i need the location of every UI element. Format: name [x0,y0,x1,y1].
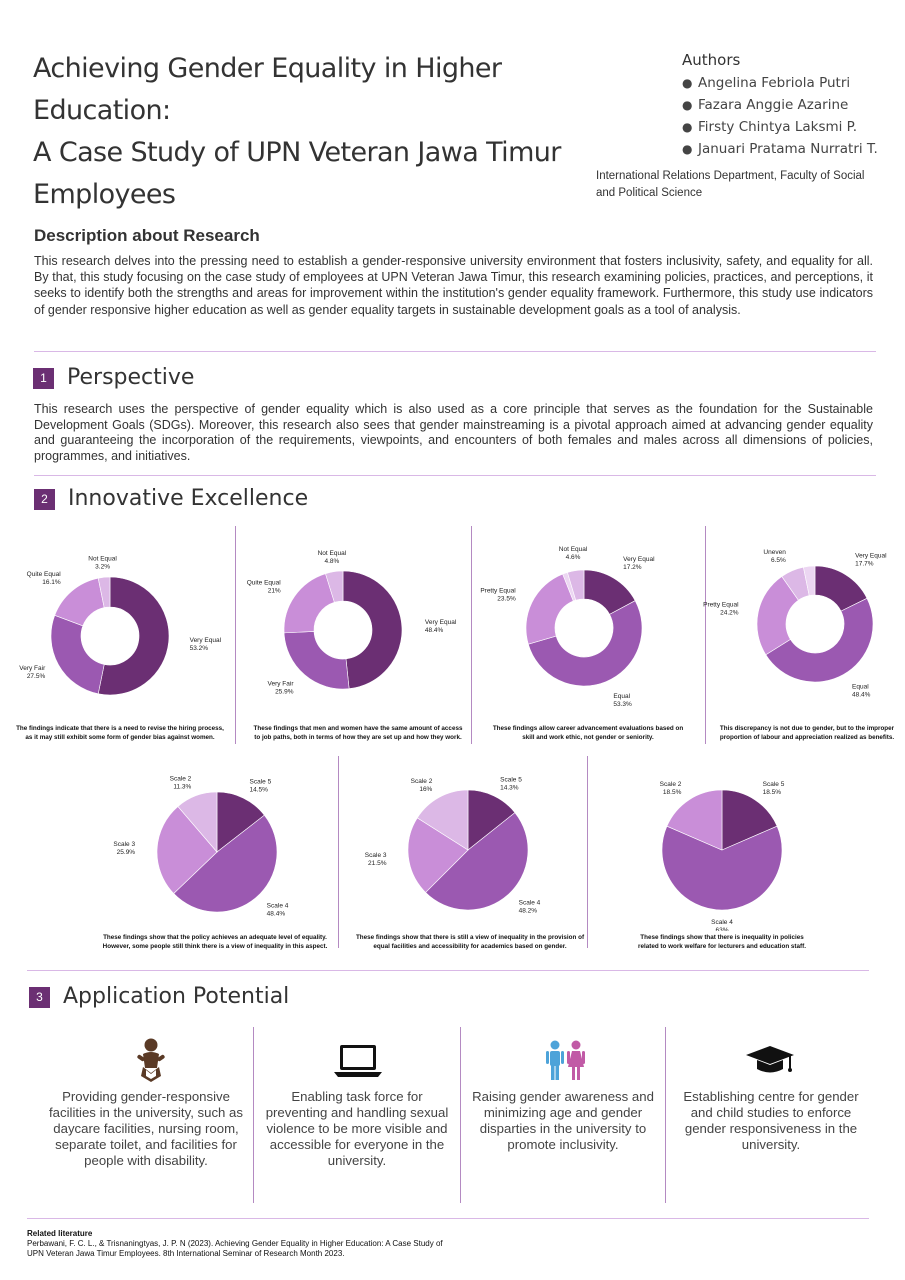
chart-benefits [703,540,903,710]
slice-category: Pretty Equal [703,601,739,609]
author-item [682,94,878,116]
application-text [258,1089,456,1169]
slice-value: 48.4% [852,691,871,699]
section-number: 2 [34,489,55,510]
poster-title [33,48,633,216]
slice-category: Scale 4 [266,902,289,910]
divider [27,970,869,971]
slice-label [425,619,457,634]
slice-label [711,919,733,931]
bullet-icon: ● [682,142,693,156]
section-title: Application Potential [63,984,290,1009]
description-text: This research delves into the pressing need to establish a gender-responsive university environment that fosters inclusivity, safety, and equality for all. By that, this study focusing on the case study of employees at UPN Veteran Jawa Timur, this research examining policies, practices, and perceptions, it seeks to identify both the strengths and areas for improvement within the institution's gender equality framework. Furthermore, this study use indicators of gender responsive higher education as well as gender equality targets in sustainable development goals as a tool of analysis. [34,254,873,317]
author-name: Angelina Febriola Putri [698,75,851,91]
slice-label [190,637,222,652]
divider [34,351,876,352]
slice-value: 18.5% [762,789,782,797]
chart-slice [526,574,573,644]
column-divider [587,756,588,948]
application-line: people with disability. [84,1153,208,1168]
application-line: university. [327,1153,387,1168]
slice-label [763,781,785,796]
application-line: accessible for everyone in the [269,1137,445,1152]
pie-chart [360,766,580,931]
slice-value: 48.4% [266,910,286,918]
slice-category: Not Equal [317,549,347,557]
application-line: facilities in the university, such as [49,1105,243,1120]
chart-career [478,540,698,710]
section-title: Perspective [67,365,195,390]
bullet-icon: ● [682,120,693,134]
related-heading: Related literature [27,1229,93,1238]
graduation-cap-icon [740,1036,800,1089]
slice-value: 63% [715,927,729,931]
application-line: Enabling task force for [291,1089,423,1104]
slice-category: Scale 5 [762,781,785,789]
related-text [27,1239,477,1259]
application-line: Providing gender-responsive [62,1089,230,1104]
application-line: Establishing centre for gender [683,1089,859,1104]
slice-value: 14.3% [500,784,519,792]
author-item [682,116,878,138]
slice-value: 53.3% [613,701,632,709]
caption-line: to job paths, both in terms of how they are set up and how they work. [254,733,462,741]
slice-category: Scale 4 [711,919,733,926]
slice-label [480,588,516,603]
caption-line: as it may still exhibit some form of gender bias against women. [25,733,215,741]
authors-heading: Authors [682,51,741,69]
application-line: preventing and handling sexual [265,1105,449,1120]
slice-label [852,683,871,698]
application-line: disparties in the university to [479,1121,647,1136]
slice-category: Equal [613,693,631,701]
chart-slice [284,631,349,689]
chart-caption [10,725,230,742]
slice-category: Pretty Equal [480,587,516,595]
slice-label [27,571,62,586]
slice-label [763,549,786,564]
man-woman-icon [535,1036,595,1089]
application-text [671,1089,871,1153]
chart-welfare [612,766,832,931]
slice-label [365,852,387,867]
slice-category: Uneven [763,548,786,556]
slice-category: Very Equal [623,555,655,563]
slice-label [411,778,433,793]
column-divider [338,756,339,948]
slice-value: 17.7% [855,560,874,568]
slice-value: 48.2% [518,907,538,915]
column-divider [471,526,472,744]
chart-caption [713,725,901,742]
slice-label [855,552,887,567]
slice-value: 4.6% [565,553,581,561]
reference-line: UPN Veteran Jawa Timur Employees. 8th International Seminar of Research Month 2023. [27,1249,345,1258]
slice-category: Scale 3 [113,841,136,849]
column-divider [665,1027,666,1203]
slice-value: 3.2% [95,563,110,571]
chart-job-paths [243,540,463,710]
author-item [682,72,878,94]
pie-chart [612,766,832,931]
chart-slice [51,615,104,693]
donut-chart [243,540,463,710]
slice-label [613,693,632,708]
divider [27,1218,869,1219]
slice-category: Scale 5 [249,778,272,786]
slice-value: 21% [267,587,281,595]
application-line: separate toilet, and facilities for [55,1137,237,1152]
caption-line: related to work welfare for lecturers and education staff. [638,942,806,950]
slice-value: 16.1% [42,579,61,587]
section-number: 1 [33,368,54,389]
slice-label [559,546,588,561]
title-line: Achieving Gender Equality in Higher Education: [33,53,502,126]
slice-value: 21.5% [368,859,387,867]
slice-label [88,555,117,570]
pie-chart [110,766,330,931]
slice-category: Very Fair [267,680,294,688]
slice-category: Very Equal [424,618,457,626]
author-item [682,138,878,160]
slice-value: 18.5% [662,789,682,797]
chart-facilities [360,766,580,931]
slice-category: Scale 4 [518,899,541,907]
slice-category: Scale 3 [364,851,387,859]
application-line: university. [741,1137,801,1152]
slice-category: Quite Equal [246,579,281,587]
caption-line: The findings indicate that there is a need to revise the hiring process, [16,725,224,732]
perspective-text: This research uses the perspective of gender equality which is also used as a core principle that serves as the foundation for the Sustainable Development Goals (SDGs). Moreover, this research also sees that gender mainstreaming is a pivotal approach aimed at advancing gender equality and guaranteeing the incorporation of the requirements, viewpoints, and encounters of both females and males across all dimensions of policies, programmes, and initiatives. [34,402,873,463]
slice-category: Quite Equal [26,571,61,579]
slice-label [318,550,347,565]
laptop-icon [328,1036,388,1089]
donut-chart [478,540,698,710]
caption-line: These findings show that there is still a view of inequality in the provision of [355,934,585,941]
caption-line: These findings that men and women have the same amount of access [253,725,463,732]
application-text [465,1089,661,1153]
slice-category: Very Fair [19,664,46,672]
slice-value: 6.5% [770,556,786,564]
slice-label [19,665,46,680]
caption-line: This discrepancy is not due to gender, but to the improper [719,725,895,732]
author-name: Fazara Anggie Azarine [698,97,849,113]
slice-label [623,556,655,571]
slice-label [247,579,282,594]
bullet-icon: ● [682,98,693,112]
slice-category: Very Equal [855,552,887,560]
chart-slice [284,574,334,633]
chart-policy [110,766,330,931]
caption-line: These findings show that there is inequality in policies [640,934,804,941]
affiliation: International Relations Department, Faculty of Social and Political Science [596,170,865,199]
slice-category: Scale 2 [410,778,433,786]
donut-chart [10,540,230,710]
slice-label [170,776,192,791]
authors-list [682,72,878,160]
slice-label [703,601,739,616]
slice-value: 25.9% [275,688,294,696]
slice-label [267,681,294,696]
caption-line: These findings show that the policy achieves an adequate level of equality. [103,934,327,941]
caption-line: These findings allow career advancement evaluations based on [492,725,684,732]
title-line: Employees [33,179,176,210]
slice-category: Equal [852,683,869,691]
slice-value: 11.3% [173,783,192,791]
slice-label [113,841,135,856]
baby-icon [121,1036,181,1089]
chart-caption [345,934,595,951]
chart-caption [90,934,340,951]
chart-caption [478,725,698,742]
caption-line: However, some people still think there is a view of inequality in this aspect. [102,942,328,950]
application-line: and child studies to enforce [690,1105,852,1120]
slice-label [519,900,541,915]
slice-value: 16% [419,786,433,794]
slice-value: 24.2% [720,609,739,617]
application-text [36,1089,256,1169]
application-line: minimizing age and gender [483,1105,643,1120]
slice-value: 53.2% [189,645,209,653]
slice-label [500,776,522,791]
slice-category: Scale 2 [659,781,682,789]
slice-category: Scale 2 [169,775,192,783]
divider [34,475,876,476]
slice-value: 23.5% [497,595,516,603]
description-heading: Description about Research [34,226,260,245]
application-line: daycare facilities, nursing room, [53,1121,239,1136]
slice-label [250,779,272,794]
caption-line: equal facilities and accessibility for academics based on gender. [373,942,567,950]
reference-line: Perbawani, F. C. L., & Trisnaningtyas, J. P. N (2023). Achieving Gender Equality in Higher Education: A Case Study of [27,1239,443,1248]
section-title: Innovative Excellence [68,486,309,511]
slice-category: Very Equal [189,637,222,645]
section-number: 3 [29,987,50,1008]
caption-line: skill and work ethic, not gender or seniority. [522,733,654,741]
slice-category: Not Equal [88,555,117,563]
title-line: A Case Study of UPN Veteran Jawa Timur [33,137,561,168]
slice-value: 14.5% [249,786,268,794]
slice-value: 17.2% [623,563,642,571]
column-divider [460,1027,461,1203]
slice-label [267,903,289,918]
author-name: Firsty Chintya Laksmi P. [698,119,857,135]
slice-value: 4.8% [324,557,340,565]
chart-hiring [10,540,230,710]
chart-caption [243,725,473,742]
author-name: Januari Pratama Nurratri T. [698,141,878,157]
slice-category: Not Equal [558,545,588,553]
chart-caption [612,934,832,951]
application-line: promote inclusivity. [507,1137,619,1152]
application-line: gender responsiveness in the [684,1121,858,1136]
slice-label [660,781,682,796]
caption-line: proportion of labour and appreciation realized as benefits. [719,733,895,741]
slice-category: Scale 5 [500,776,522,784]
application-line: violence to be more visible and [266,1121,448,1136]
donut-chart [703,540,903,710]
slice-value: 27.5% [26,672,46,680]
slice-value: 25.9% [116,849,136,857]
column-divider [235,526,236,744]
bullet-icon: ● [682,76,693,90]
chart-slice [343,571,402,689]
application-line: Raising gender awareness and [472,1089,654,1104]
slice-value: 48.4% [424,626,444,634]
